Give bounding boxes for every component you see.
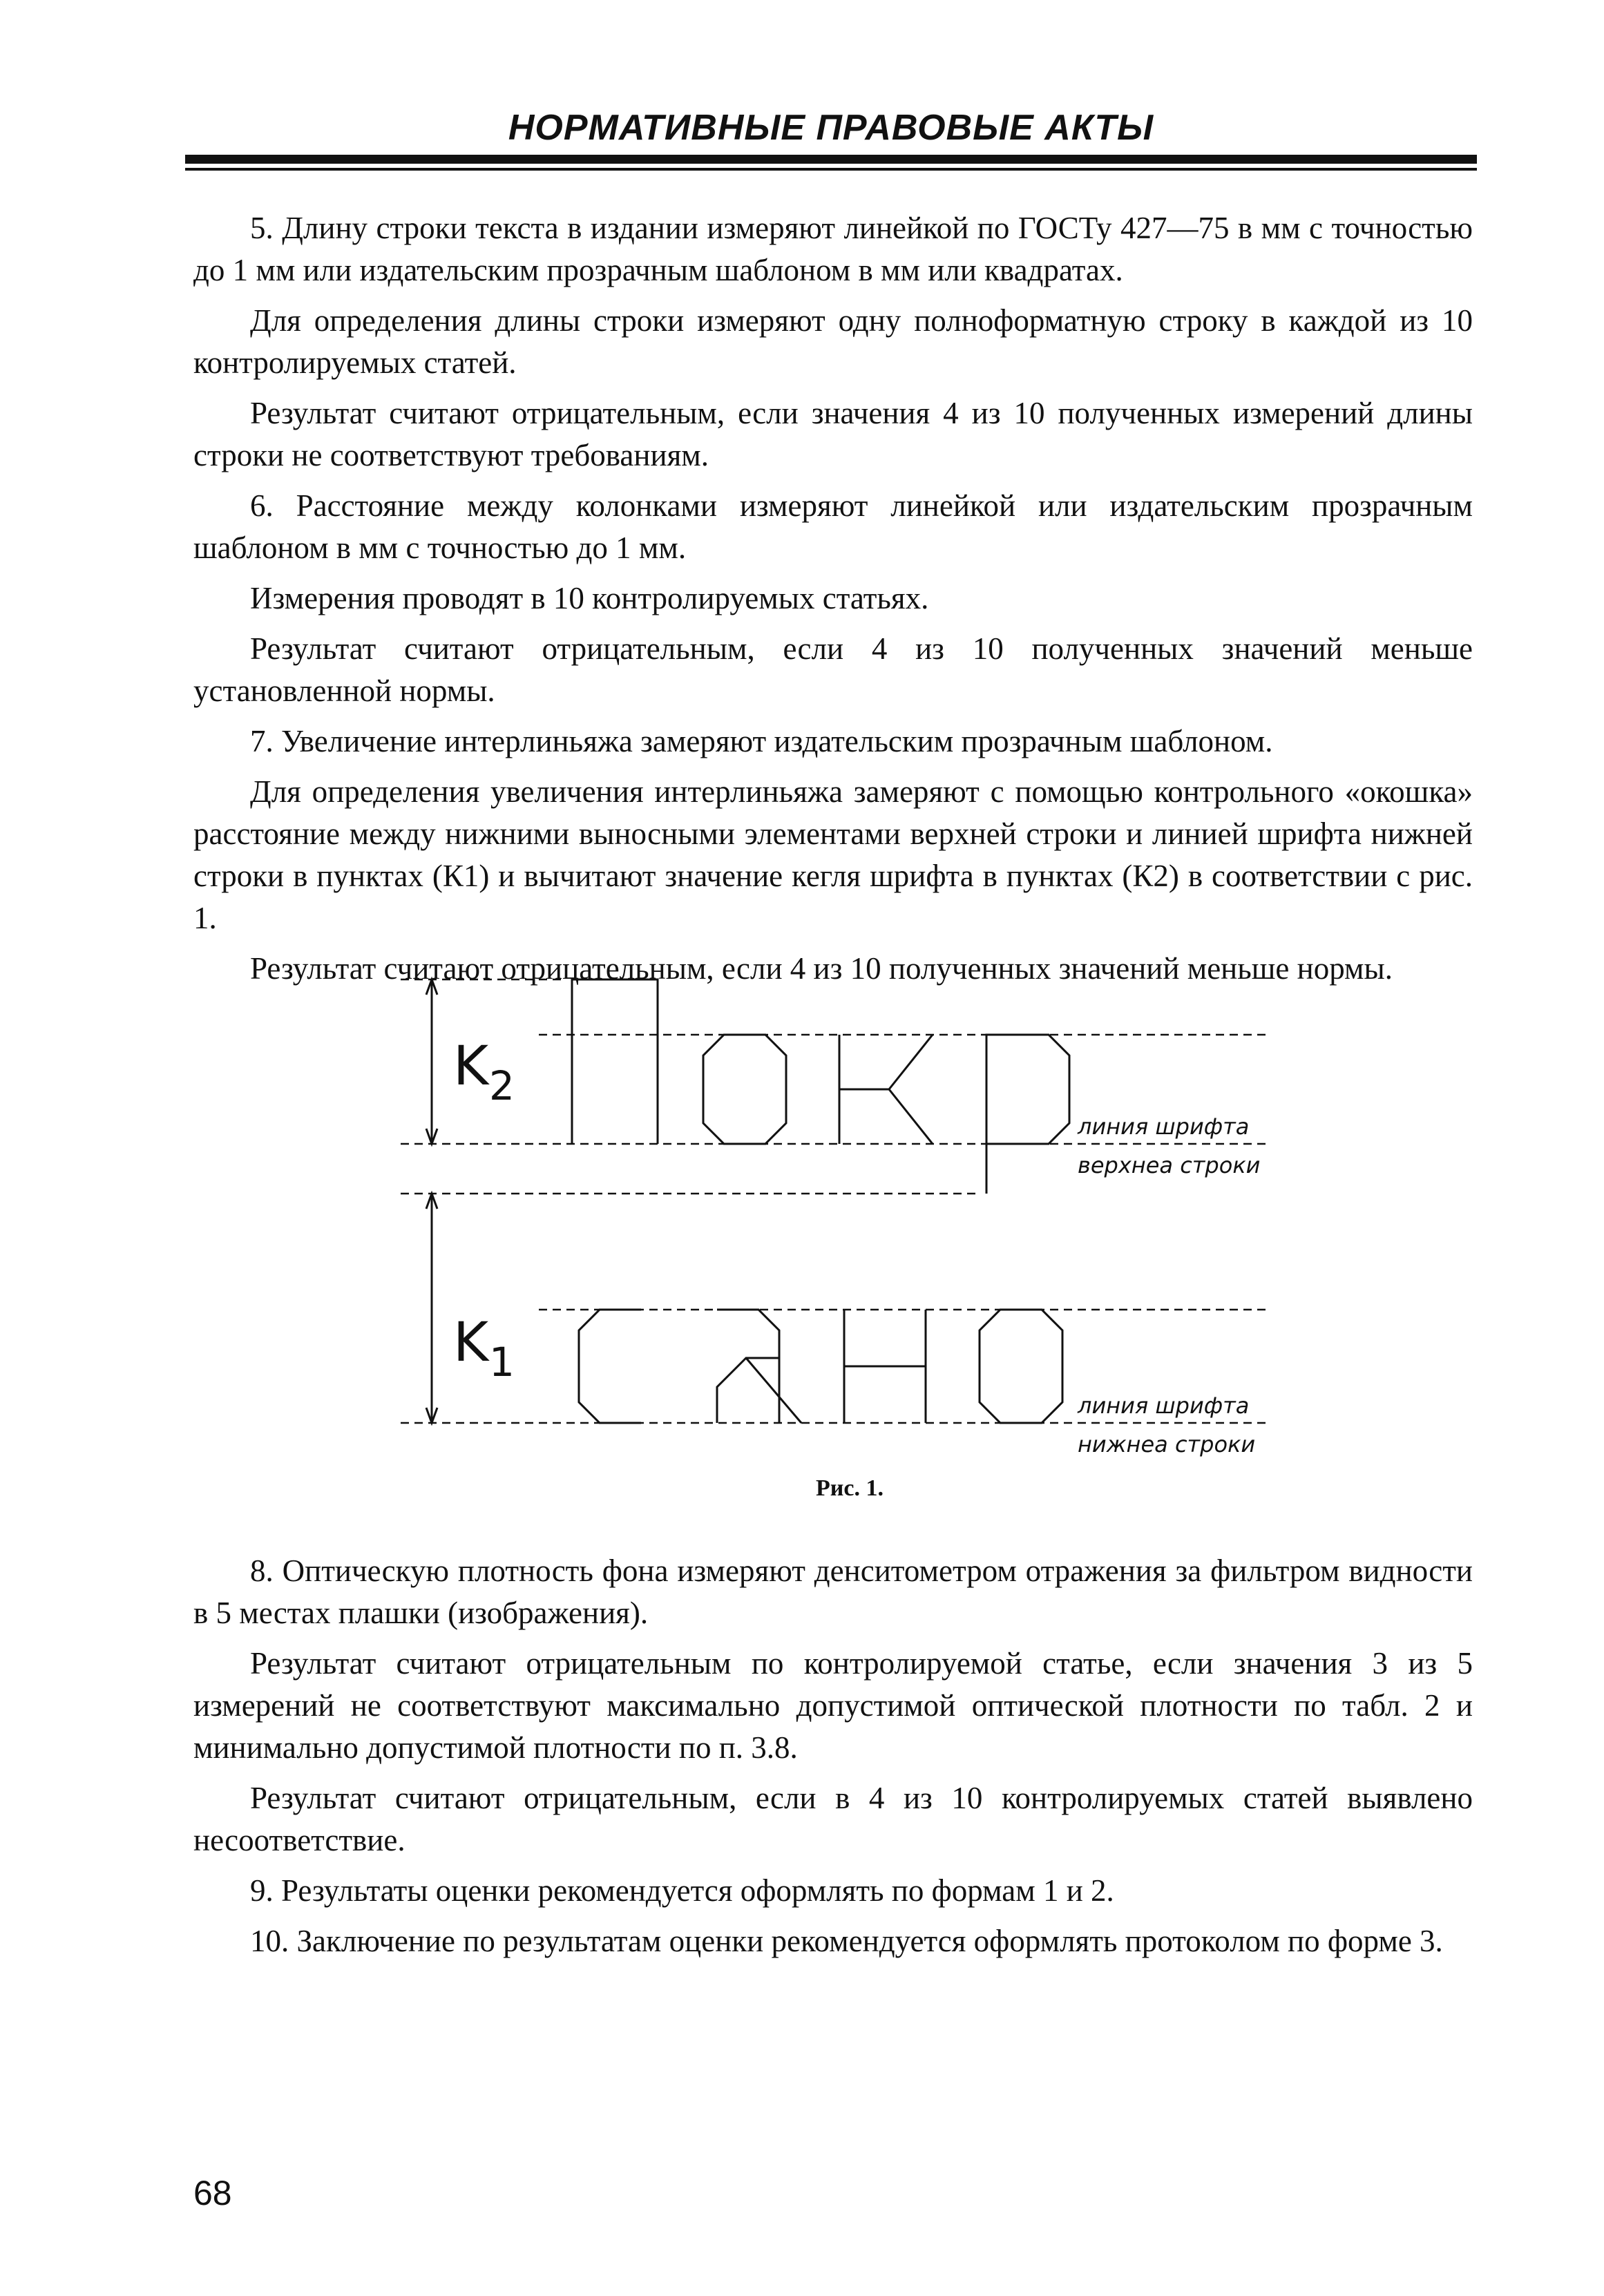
k1-dimension-arrow bbox=[426, 1194, 437, 1423]
header-rule-thin bbox=[185, 168, 1477, 171]
paragraph: Для определения увеличения интерлиньяжа замеряют с помощью контрольного «окошка» расстояние между нижними выносными элементами верхней строки и линией шрифта нижней строки в пунктах (К1) и вычитают значение кегля шрифта в пунктах (К2) в соответствии с рис. 1. bbox=[193, 774, 1473, 935]
paragraph: Измерения проводят в 10 контролируемых статьях. bbox=[250, 581, 929, 615]
paragraph: 9. Результаты оценки рекомендуется оформлять по формам 1 и 2. bbox=[250, 1873, 1114, 1908]
header-rule-thick bbox=[185, 155, 1477, 164]
page-header-title: НОРМАТИВНЫЕ ПРАВОВЫЕ АКТЫ bbox=[508, 108, 1154, 148]
body-text-top bbox=[193, 207, 1473, 998]
paragraph: 6. Расстояние между колонками измеряют линейкой или издательским прозрачным шаблоном в мм с точностью до 1 мм. bbox=[193, 488, 1473, 565]
top-line-label-2: верхнеа строки bbox=[1078, 1152, 1261, 1178]
figure-interline-diagram bbox=[387, 953, 1299, 1492]
top-line-label-1: линия шрифта bbox=[1078, 1113, 1250, 1140]
paragraph: 8. Оптическую плотность фона измеряют денситометром отражения за фильтром видности в 5 местах плашки (изображения). bbox=[193, 1553, 1473, 1630]
lower-word-glyphs bbox=[579, 1310, 1062, 1423]
k2-dimension-arrow bbox=[426, 979, 437, 1144]
paragraph: Результат считают отрицательным, если 4 из 10 полученных значений меньше нормы. bbox=[250, 951, 1393, 986]
k1-subscript: 1 bbox=[489, 1339, 515, 1386]
paragraph: Результат считают отрицательным, если 4 из 10 полученных значений меньше установленной нормы. bbox=[193, 631, 1473, 708]
bottom-line-label-2: нижнеа строки bbox=[1078, 1431, 1256, 1457]
bottom-line-label-1: линия шрифта bbox=[1078, 1393, 1250, 1419]
k2-subscript: 2 bbox=[489, 1062, 515, 1109]
paragraph: 5. Длину строки текста в издании измеряют линейкой по ГОСТу 427—75 в мм с точностью до 1 мм или издательским прозрачным шаблоном в мм или квадратах. bbox=[193, 211, 1473, 287]
k2-label: K bbox=[453, 1035, 489, 1098]
figure-caption: Рис. 1. bbox=[816, 1475, 884, 1501]
paragraph: 7. Увеличение интерлиньяжа замеряют издательским прозрачным шаблоном. bbox=[250, 724, 1273, 758]
k1-label: K bbox=[453, 1312, 489, 1374]
paragraph: Результат считают отрицательным, если значения 4 из 10 полученных измерений длины строки не соответствуют требованиям. bbox=[193, 396, 1473, 472]
upper-word-glyphs bbox=[572, 979, 1069, 1194]
paragraph: Для определения длины строки измеряют одну полноформатную строку в каждой из 10 контролируемых статей. bbox=[193, 303, 1473, 380]
body-text-bottom bbox=[193, 1550, 1473, 1971]
page-number: 68 bbox=[193, 2174, 232, 2212]
paragraph: Результат считают отрицательным, если в 4 из 10 контролируемых статей выявлено несоответствие. bbox=[193, 1781, 1473, 1857]
paragraph: 10. Заключение по результатам оценки рекомендуется оформлять протоколом по форме 3. bbox=[250, 1924, 1443, 1958]
paragraph: Результат считают отрицательным по контролируемой статье, если значения 3 из 5 измерений не соответствуют максимально допустимой оптической плотности по табл. 2 и минимально допустимой плотности по п. 3.8. bbox=[193, 1646, 1473, 1765]
guide-lines bbox=[401, 979, 1271, 1423]
